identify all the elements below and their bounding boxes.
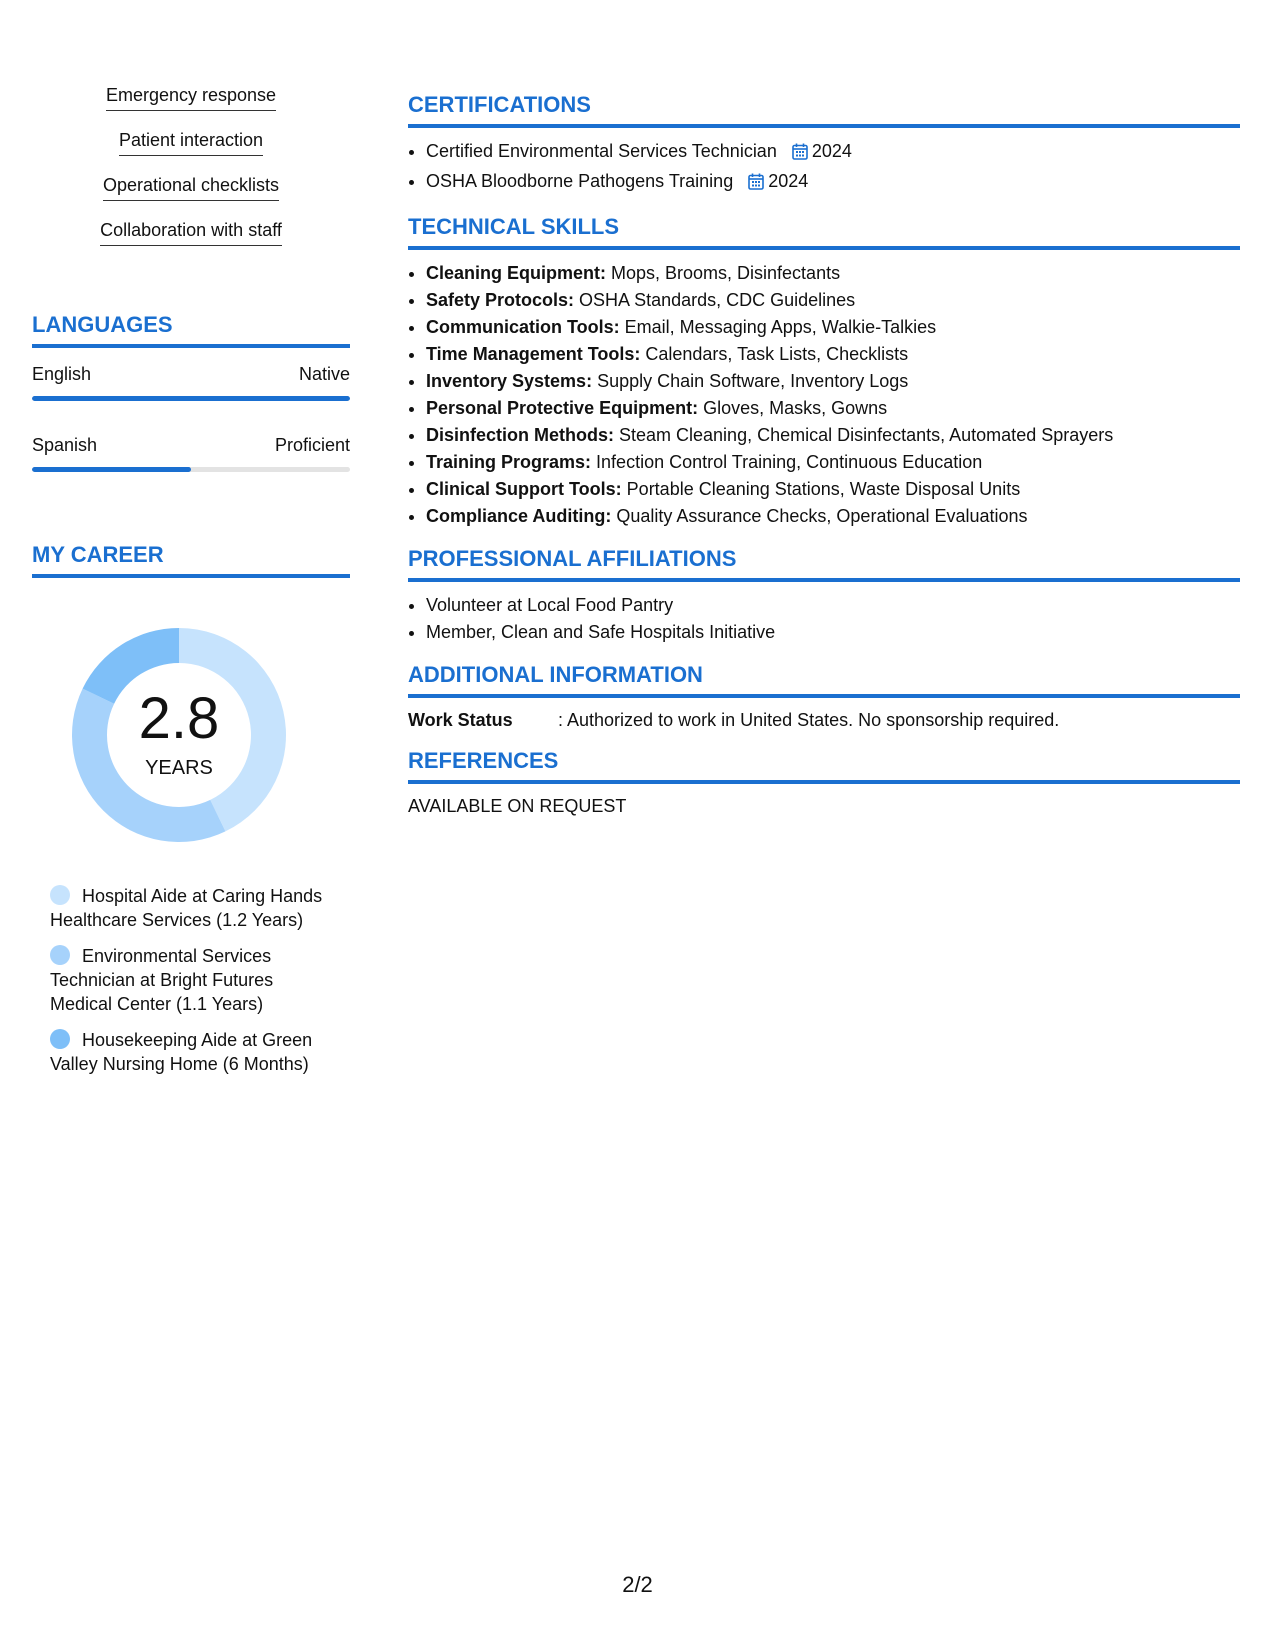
language-name: Spanish [32, 435, 98, 455]
additional-info-heading: ADDITIONAL INFORMATION [408, 662, 1240, 698]
career-entry-label: Environmental Services Technician at Bright Futures Medical Center (1.1 Years) [50, 946, 274, 1014]
skill-category: Training Programs: [426, 452, 592, 472]
certification-name: Certified Environmental Services Technician [426, 141, 777, 161]
skill-values: Gloves, Masks, Gowns [698, 398, 888, 418]
work-status-label: Work Status [408, 710, 513, 730]
certification-name: OSHA Bloodborne Pathogens Training [426, 171, 734, 191]
additional-info-section [408, 662, 1240, 732]
skill-values: Portable Cleaning Stations, Waste Disposal Units [621, 479, 1021, 499]
career-total-years: 2.8 [138, 686, 220, 751]
skill-tag: Operational checklists [103, 174, 279, 201]
certification-year: 2024 [811, 141, 852, 161]
affiliation-item: • Member, Clean and Safe Hospitals Initiative [426, 619, 1240, 646]
language-proficiency-bar [32, 396, 350, 401]
calendar-icon [748, 171, 764, 198]
skill-tag: Patient interaction [119, 129, 263, 156]
technical-skills-heading: TECHNICAL SKILLS [408, 214, 1240, 250]
skill-values: Infection Control Training, Continuous Education [591, 452, 983, 472]
skill-category: Time Management Tools: [426, 344, 641, 364]
skill-tag: Emergency response [106, 84, 276, 111]
skill-values: Mops, Brooms, Disinfectants [606, 263, 841, 283]
career-legend-item [50, 944, 332, 1016]
language-item [32, 362, 350, 401]
certification-item [426, 138, 1240, 168]
technical-skill-item [426, 422, 1240, 449]
career-total-unit: YEARS [145, 757, 213, 779]
certification-item [426, 168, 1240, 198]
skill-category: Safety Protocols: [426, 290, 575, 310]
skill-category: Disinfection Methods: [426, 425, 614, 445]
main-content [408, 92, 1240, 818]
technical-skill-item [426, 314, 1240, 341]
career-donut-chart [64, 620, 294, 850]
skill-values: Supply Chain Software, Inventory Logs [592, 371, 909, 391]
skill-tag: Collaboration with staff [100, 219, 282, 246]
language-level: Proficient [274, 435, 350, 455]
references-section [408, 748, 1240, 818]
language-level: Native [298, 364, 350, 384]
language-proficiency-fill [32, 396, 350, 401]
soft-skills-list [32, 84, 350, 264]
technical-skill-item [426, 476, 1240, 503]
affiliations-heading: PROFESSIONAL AFFILIATIONS [408, 546, 1240, 582]
skill-values: Email, Messaging Apps, Walkie-Talkies [619, 317, 937, 337]
language-proficiency-fill [32, 467, 191, 472]
language-item [32, 433, 350, 472]
references-heading: REFERENCES [408, 748, 1240, 784]
languages-heading: LANGUAGES [32, 312, 350, 348]
skill-category: Cleaning Equipment: [426, 263, 606, 283]
certification-year: 2024 [768, 171, 809, 191]
legend-dot [50, 945, 70, 965]
references-text: AVAILABLE ON REQUEST [408, 796, 627, 816]
career-legend-item [50, 884, 332, 932]
technical-skill-item [426, 341, 1240, 368]
technical-skill-item [426, 260, 1240, 287]
technical-skill-item [426, 395, 1240, 422]
calendar-icon [792, 141, 808, 168]
skill-category: Compliance Auditing: [426, 506, 612, 526]
language-proficiency-bar [32, 467, 350, 472]
languages-section [32, 312, 350, 472]
affiliations-section [408, 546, 1240, 646]
skill-values: OSHA Standards, CDC Guidelines [574, 290, 856, 310]
language-name: English [32, 364, 92, 384]
sidebar [32, 84, 350, 1088]
legend-dot [50, 885, 70, 905]
work-status-value: : Authorized to work in United States. No sponsorship required. [558, 710, 1060, 730]
career-heading: MY CAREER [32, 542, 350, 578]
certifications-heading: CERTIFICATIONS [408, 92, 1240, 128]
career-entry-label: Housekeeping Aide at Green Valley Nursing Home (6 Months) [50, 1030, 313, 1074]
page-number: 2/2 [622, 1572, 653, 1597]
technical-skill-item [426, 503, 1240, 530]
affiliation-item: • Volunteer at Local Food Pantry [426, 592, 1240, 619]
donut-center [64, 620, 294, 850]
career-entry-label: Hospital Aide at Caring Hands Healthcare Services (1.2 Years) [50, 886, 323, 930]
technical-skills-section [408, 214, 1240, 530]
skill-category: Inventory Systems: [426, 371, 593, 391]
skill-category: Personal Protective Equipment: [426, 398, 699, 418]
skill-values: Steam Cleaning, Chemical Disinfectants, Automated Sprayers [614, 425, 1114, 445]
skill-values: Calendars, Task Lists, Checklists [640, 344, 909, 364]
skill-category: Clinical Support Tools: [426, 479, 622, 499]
technical-skill-item [426, 287, 1240, 314]
technical-skill-item [426, 449, 1240, 476]
skill-category: Communication Tools: [426, 317, 620, 337]
skill-values: Quality Assurance Checks, Operational Evaluations [611, 506, 1028, 526]
career-section [32, 542, 350, 1076]
technical-skill-item [426, 368, 1240, 395]
career-legend-item [50, 1028, 332, 1076]
certifications-section [408, 92, 1240, 198]
legend-dot [50, 1029, 70, 1049]
career-legend [50, 884, 332, 1076]
